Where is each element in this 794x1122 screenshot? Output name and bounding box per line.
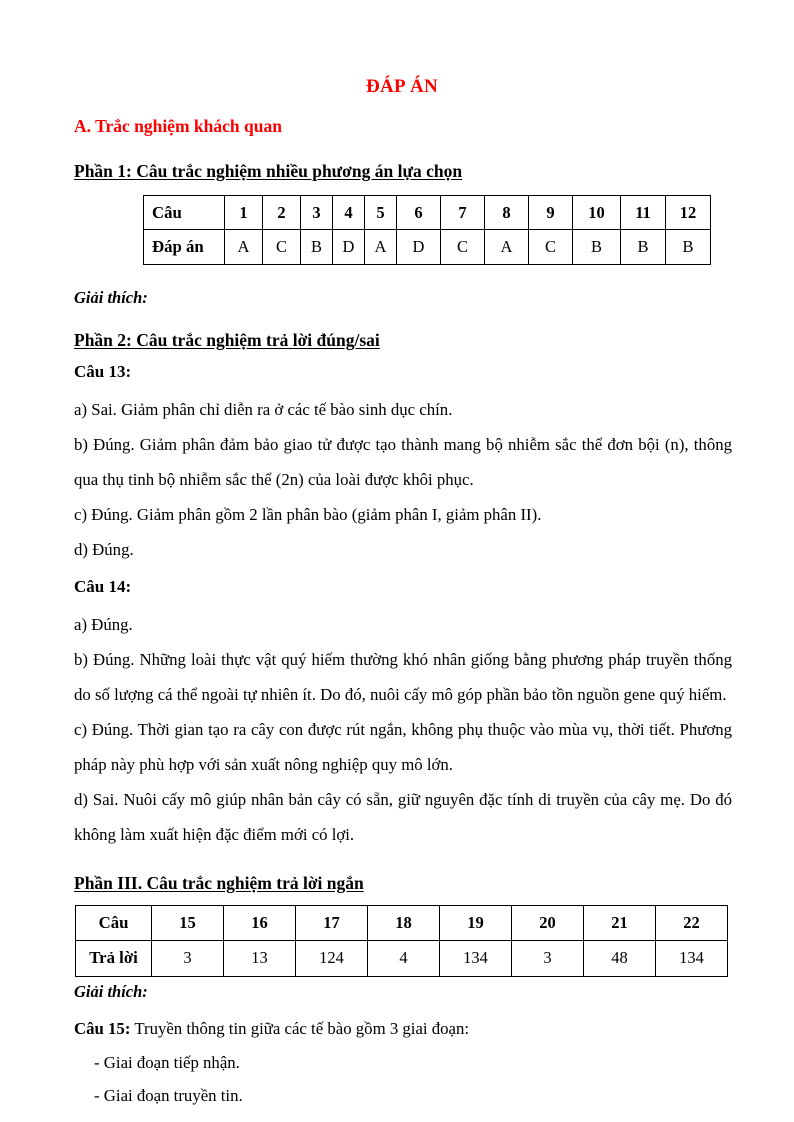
question-label-14: Câu 14: <box>74 576 132 596</box>
table-cell-q8: 8 <box>485 196 529 230</box>
explanation-15-bullet-2: - Giai đoạn truyền tin. <box>94 1085 243 1105</box>
table-row-answers <box>76 940 728 976</box>
table-cell-a6: D <box>397 230 441 265</box>
table-cell-a17: 124 <box>296 940 368 976</box>
table-cell-q1: 1 <box>225 196 263 230</box>
row-label-dap-an: Đáp án <box>144 230 225 265</box>
table-cell-q7: 7 <box>441 196 485 230</box>
answer-14b: b) Đúng. Những loài thực vật quý hiếm thường khó nhân giống bằng phương pháp truyền thống do số lượng cá thể ngoài tự nhiên ít. Do đó, nuôi cấy mô góp phần bảo tồn nguồn gene quý hiếm. <box>74 649 732 704</box>
table-cell-a5: A <box>365 230 397 265</box>
table-cell-a18: 4 <box>368 940 440 976</box>
table-cell-q16: 16 <box>224 905 296 940</box>
table-cell-q5: 5 <box>365 196 397 230</box>
table-cell-a16: 13 <box>224 940 296 976</box>
explanation-15-bullet-1: - Giai đoạn tiếp nhận. <box>94 1052 240 1072</box>
row-label-tra-loi: Trả lời <box>76 940 152 976</box>
row-label-cau: Câu <box>76 905 152 940</box>
table-cell-a8: A <box>485 230 529 265</box>
answer-13d: d) Đúng. <box>74 539 134 559</box>
answer-13a: a) Sai. Giảm phân chỉ diễn ra ở các tế bào sinh dục chín. <box>74 399 453 419</box>
spacer <box>72 309 732 318</box>
page-title: ĐÁP ÁN <box>366 76 438 97</box>
spacer <box>72 1002 732 1011</box>
table-cell-a11: B <box>621 230 666 265</box>
spacer <box>72 265 732 287</box>
part3-answer-table <box>75 905 728 977</box>
answer-14a: a) Đúng. <box>74 614 133 634</box>
table-cell-a3: B <box>301 230 333 265</box>
table-cell-a19: 134 <box>440 940 512 976</box>
table-cell-q20: 20 <box>512 905 584 940</box>
table-cell-a10: B <box>573 230 621 265</box>
table-cell-q6: 6 <box>397 196 441 230</box>
part1-heading-wrap <box>72 149 732 183</box>
table-cell-q12: 12 <box>666 196 711 230</box>
table-cell-q9: 9 <box>529 196 573 230</box>
table-cell-a7: C <box>441 230 485 265</box>
table-cell-q15: 15 <box>152 905 224 940</box>
answer-13b: b) Đúng. Giảm phân đảm bảo giao tử được tạo thành mang bộ nhiễm sắc thể đơn bội (n), thông qua thụ tinh bộ nhiễm sắc thể (2n) của loài được khôi phục. <box>74 434 732 489</box>
explain-label-part1: Giải thích: <box>74 288 148 308</box>
table-cell-q18: 18 <box>368 905 440 940</box>
part1-answer-table-wrap <box>143 195 732 265</box>
table-cell-q4: 4 <box>333 196 365 230</box>
explanation-15-text: Truyền thông tin giữa các tế bào gồm 3 giai đoạn: <box>134 1018 470 1038</box>
part3-heading: Phần III. Câu trắc nghiệm trả lời ngắn <box>74 872 364 893</box>
answer-14c: c) Đúng. Thời gian tạo ra cây con được rút ngắn, không phụ thuộc vào mùa vụ, thời tiết. Phương pháp này phù hợp với sản xuất nông nghiệp quy mô lớn. <box>74 719 732 774</box>
part1-answer-table <box>143 195 711 265</box>
row-label-cau: Câu <box>144 196 225 230</box>
table-cell-q10: 10 <box>573 196 621 230</box>
spacer <box>72 352 732 361</box>
question-label-13: Câu 13: <box>74 361 132 381</box>
table-row-questions <box>76 905 728 940</box>
table-row-answers <box>144 230 711 265</box>
table-cell-q22: 22 <box>656 905 728 940</box>
section-heading-a: A. Trắc nghiệm khách quan <box>74 115 282 136</box>
table-cell-q17: 17 <box>296 905 368 940</box>
table-cell-q3: 3 <box>301 196 333 230</box>
table-cell-a1: A <box>225 230 263 265</box>
table-cell-a20: 3 <box>512 940 584 976</box>
part2-heading: Phần 2: Câu trắc nghiệm trả lời đúng/sai <box>74 329 380 350</box>
table-cell-a21: 48 <box>584 940 656 976</box>
spacer <box>72 852 732 861</box>
table-cell-a2: C <box>263 230 301 265</box>
answer-13c: c) Đúng. Giảm phân gồm 2 lần phân bào (giảm phân I, giảm phân II). <box>74 504 542 524</box>
table-cell-q21: 21 <box>584 905 656 940</box>
part3-heading-wrap <box>72 861 732 895</box>
table-cell-q19: 19 <box>440 905 512 940</box>
part3-answer-table-wrap <box>75 905 732 977</box>
table-cell-a12: B <box>666 230 711 265</box>
part1-heading: Phần 1: Câu trắc nghiệm nhiều phương án lựa chọn <box>74 160 463 181</box>
table-row-questions <box>144 196 711 230</box>
explain-label-part3: Giải thích: <box>74 981 148 1001</box>
table-cell-q2: 2 <box>263 196 301 230</box>
spacer <box>72 567 732 576</box>
explanation-15-label: Câu 15: <box>74 1018 131 1038</box>
table-cell-a9: C <box>529 230 573 265</box>
table-cell-a15: 3 <box>152 940 224 976</box>
answer-14d: d) Sai. Nuôi cấy mô giúp nhân bản cây có sẵn, giữ nguyên đặc tính di truyền của cây mẹ. Do đó không làm xuất hiện đặc điểm mới có lợi. <box>74 789 732 844</box>
table-cell-a4: D <box>333 230 365 265</box>
explanation-15 <box>74 1011 732 1046</box>
table-cell-q11: 11 <box>621 196 666 230</box>
spacer <box>72 383 732 392</box>
part2-heading-wrap <box>72 318 732 352</box>
table-cell-a22: 134 <box>656 940 728 976</box>
spacer <box>72 598 732 607</box>
